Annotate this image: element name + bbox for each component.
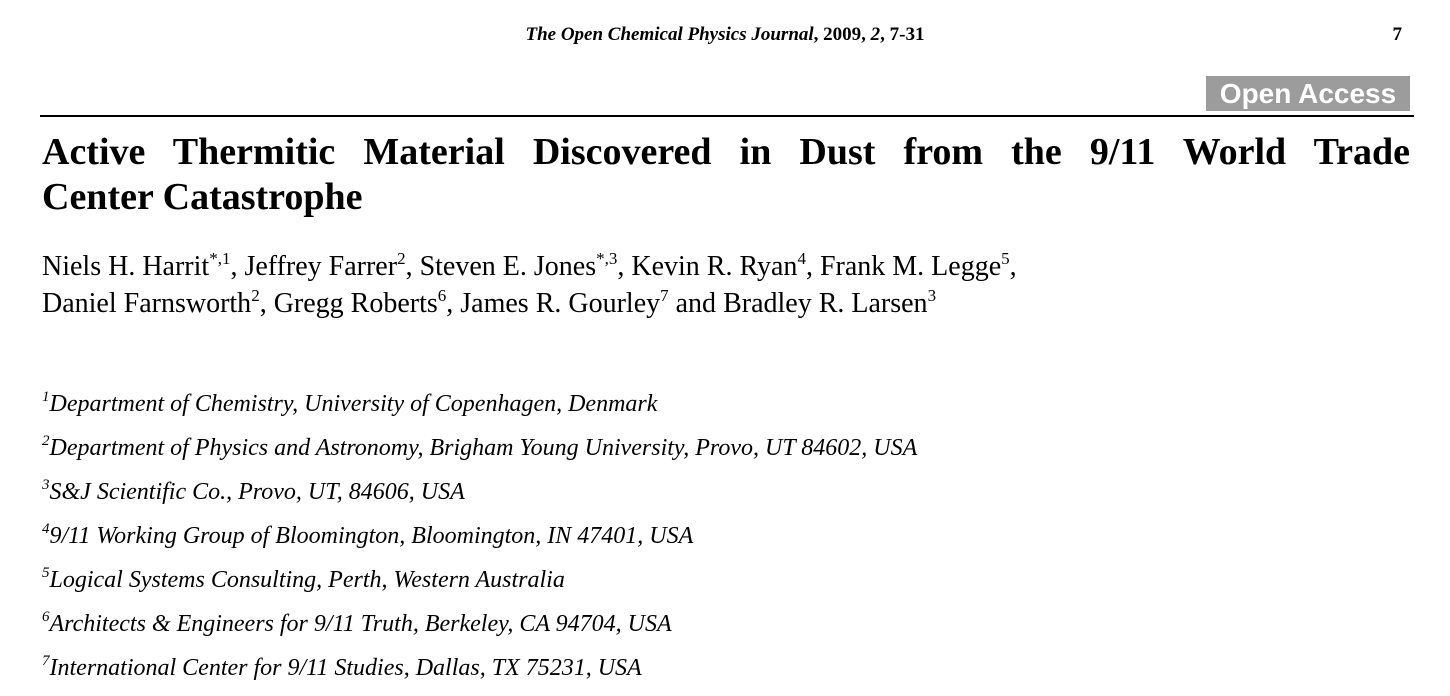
author-name: Daniel Farnsworth — [42, 288, 252, 319]
author-name: Bradley R. Larsen — [723, 288, 928, 319]
page-number: 7 — [1392, 24, 1402, 45]
author-affiliation-marker: 5 — [1001, 249, 1010, 268]
affiliation-number: 2 — [42, 433, 50, 449]
affiliation-item — [42, 606, 917, 650]
title-line-2: Center Catastrophe — [42, 176, 363, 218]
author-line-1 — [42, 248, 1017, 285]
author-separator: , — [805, 251, 820, 282]
affiliation-list — [42, 386, 917, 694]
journal-volume: 2 — [870, 24, 881, 45]
affiliation-text: Department of Chemistry, University of Copenhagen, Denmark — [49, 391, 658, 417]
title-line-1: Active Thermitic Material Discovered in Dust from the 9/11 World Trade — [42, 131, 1410, 173]
author-name: Frank M. Legge — [819, 251, 1002, 282]
affiliation-text: 9/11 Working Group of Bloomington, Bloomington, IN 47401, USA — [49, 523, 694, 549]
author-name: Jeffrey Farrer — [244, 251, 398, 282]
author-affiliation-marker: *,3 — [596, 249, 618, 268]
header-divider — [40, 115, 1414, 117]
affiliation-number: 3 — [42, 477, 50, 493]
affiliation-text: Logical Systems Consulting, Perth, Western Australia — [49, 567, 565, 593]
affiliation-item — [42, 474, 917, 518]
author-affiliation-marker: 7 — [660, 286, 669, 305]
author-affiliation-marker: 2 — [251, 286, 260, 305]
affiliation-item — [42, 518, 917, 562]
author-affiliation-marker: 4 — [797, 249, 806, 268]
author-affiliation-marker: 3 — [927, 286, 937, 305]
author-separator: , — [617, 251, 632, 282]
author-affiliation-marker: *,1 — [209, 249, 231, 268]
author-name: Kevin R. Ryan — [631, 251, 798, 282]
author-separator: , — [1009, 251, 1017, 282]
author-separator: , — [230, 251, 245, 282]
journal-year: , 2009, — [813, 24, 871, 45]
journal-citation — [0, 24, 1450, 46]
affiliation-item — [42, 650, 917, 694]
journal-name: The Open Chemical Physics Journal — [525, 24, 814, 45]
affiliation-number: 4 — [42, 521, 50, 537]
affiliation-text: International Center for 9/11 Studies, Dallas, TX 75231, USA — [49, 655, 642, 681]
author-line-2 — [42, 285, 1017, 322]
open-access-badge: Open Access — [1206, 76, 1410, 111]
author-separator: , — [405, 251, 420, 282]
affiliation-text: S&J Scientific Co., Provo, UT, 84606, USA — [49, 479, 465, 505]
affiliation-number: 6 — [42, 609, 50, 625]
affiliation-number: 1 — [42, 389, 50, 405]
affiliation-item — [42, 430, 917, 474]
article-title — [42, 130, 1410, 220]
author-name: Steven E. Jones — [419, 251, 597, 282]
author-separator: , — [259, 288, 274, 319]
author-list — [42, 248, 1017, 322]
affiliation-item — [42, 562, 917, 606]
author-name: Niels H. Harrit — [42, 251, 210, 282]
author-affiliation-marker: 2 — [397, 249, 406, 268]
author-affiliation-marker: 6 — [437, 286, 447, 305]
author-name: Gregg Roberts — [273, 288, 438, 319]
author-separator: , — [446, 288, 461, 319]
affiliation-text: Architects & Engineers for 9/11 Truth, Berkeley, CA 94704, USA — [49, 611, 672, 637]
affiliation-text: Department of Physics and Astronomy, Brigham Young University, Provo, UT 84602, USA — [49, 435, 918, 461]
author-separator: and — [668, 288, 724, 319]
journal-pages: , 7-31 — [880, 24, 925, 45]
affiliation-number: 5 — [42, 565, 50, 581]
affiliation-item — [42, 386, 917, 430]
affiliation-number: 7 — [42, 653, 50, 669]
author-name: James R. Gourley — [460, 288, 661, 319]
